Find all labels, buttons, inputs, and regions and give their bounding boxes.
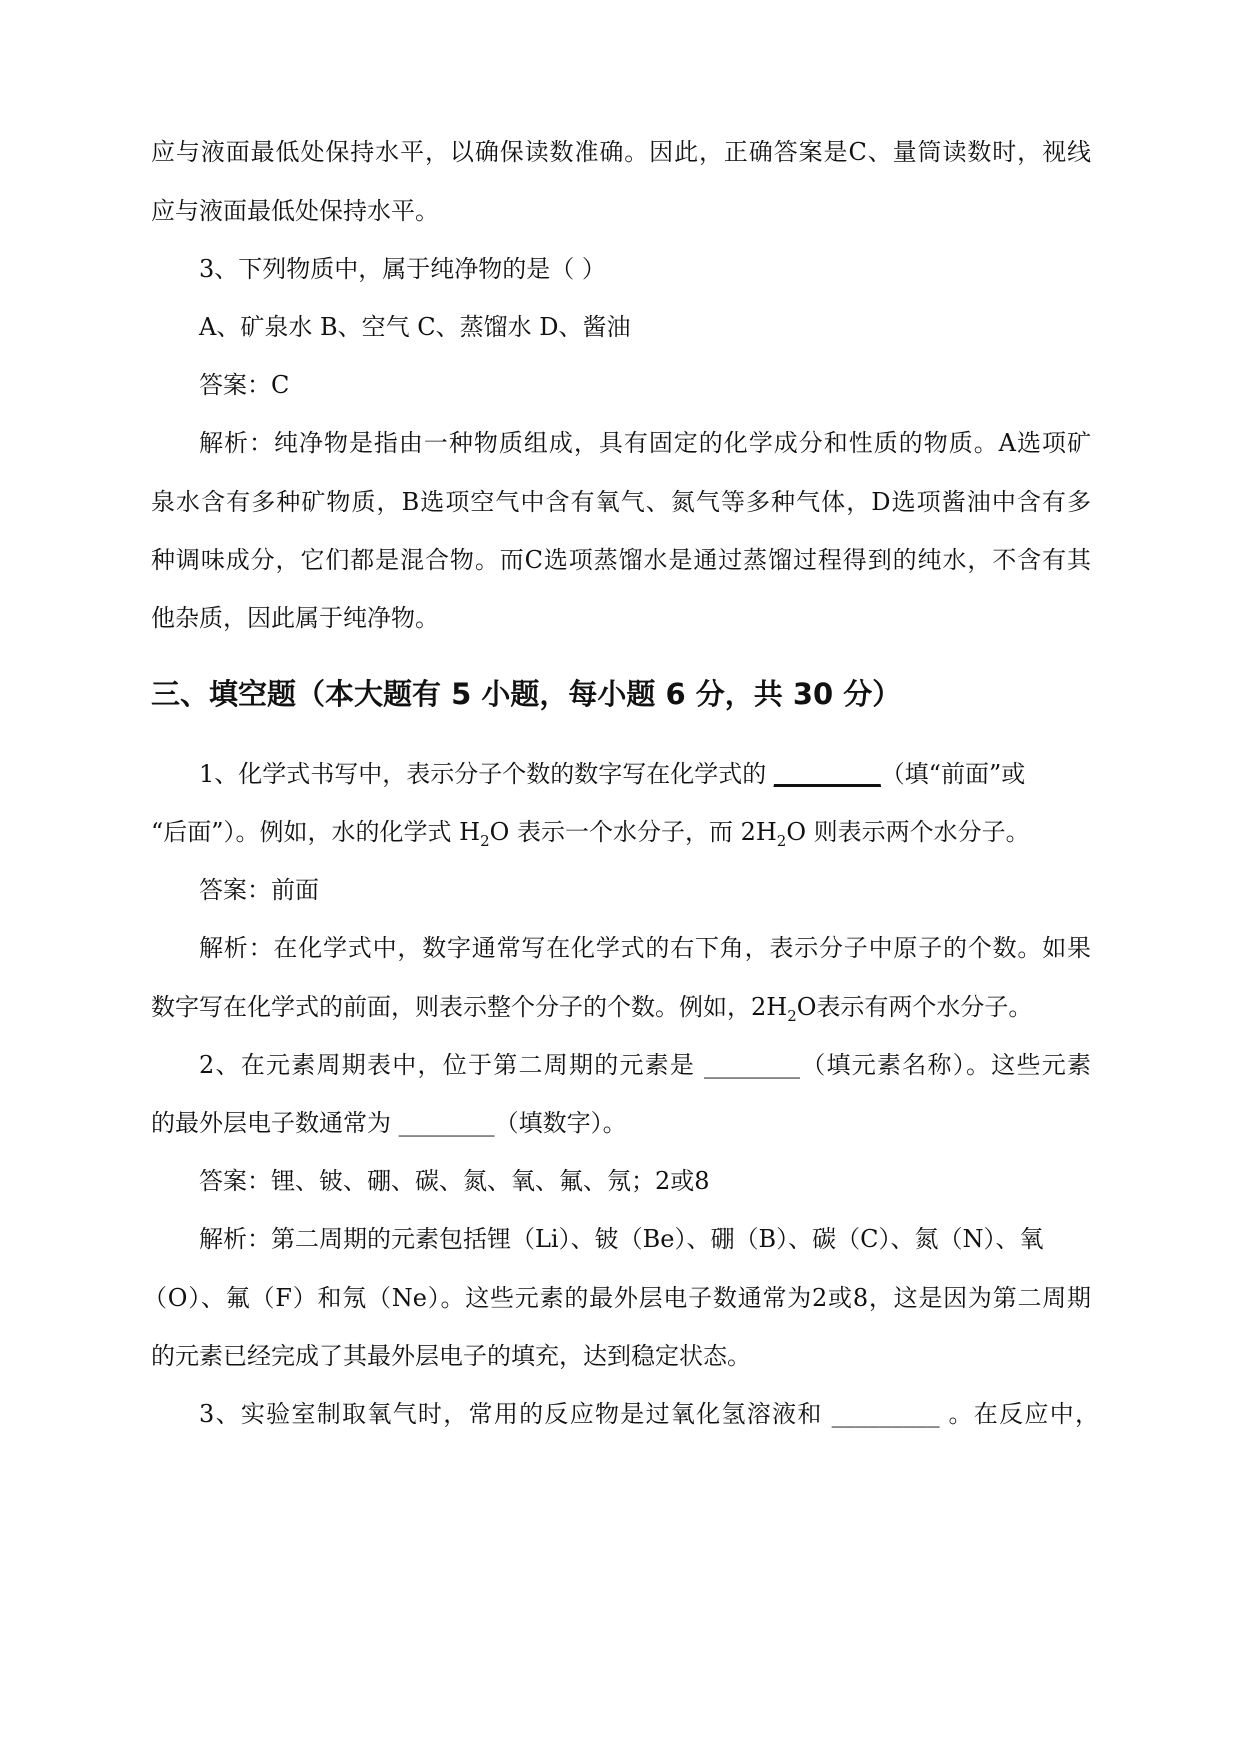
question-3-answer: 答案：C: [199, 371, 290, 399]
fill-2-answer: 答案：锂、铍、硼、碳、氮、氧、氟、氖；2或8: [199, 1167, 710, 1195]
fill-1-text: （填“前面”或: [880, 760, 1026, 788]
fill-1-analysis-text: O表示有两个水分子。: [796, 993, 1033, 1021]
question-3-text: 3、下列物质中，属于纯净物的是（ ）: [199, 255, 606, 283]
paragraph-line: 应与液面最低处保持水平。: [151, 197, 439, 225]
fill-1-text: O 则表示两个水分子。: [786, 818, 1030, 846]
fill-1-text: O 表示一个水分子，而 2H: [489, 818, 777, 846]
subscript: 2: [776, 831, 787, 850]
paragraph-line: 应与液面最低处保持水平，以确保读数准确。因此，正确答案是C、量筒读数时，视线: [151, 138, 1091, 166]
question-3-analysis-line: 他杂质，因此属于纯净物。: [151, 604, 439, 632]
fill-2-analysis-line: 的元素已经完成了其最外层电子的填充，达到稳定状态。: [151, 1342, 751, 1370]
fill-1-analysis-text: 数字写在化学式的前面，则表示整个分子的个数。例如，2H: [151, 993, 788, 1021]
fill-3-question-line: 3、实验室制取氧气时，常用的反应物是过氧化氢溶液和 _________ 。在反应中，: [199, 1400, 1099, 1428]
fill-1-question-line: [151, 816, 1030, 857]
fill-1-analysis-line: [151, 991, 1032, 1032]
fill-1-question-line: [199, 758, 1091, 791]
fill-1-text: 1、化学式书写中，表示分子个数的数字写在化学式的: [199, 760, 774, 788]
question-3-options: A、矿泉水 B、空气 C、蒸馏水 D、酱油: [199, 313, 631, 341]
fill-2-analysis-line: 解析：第二周期的元素包括锂（Li）、铍（Be）、硼（B）、碳（C）、氮（N）、氧: [199, 1225, 1044, 1253]
fill-1-blank: ________: [773, 761, 881, 788]
section-heading: 三、填空题（本大题有 5 小题，每小题 6 分，共 30 分）: [151, 677, 902, 711]
fill-2-question-line: 的最外层电子数通常为 ________（填数字）。: [151, 1109, 627, 1137]
fill-1-analysis-line: 解析：在化学式中，数字通常写在化学式的右下角，表示分子中原子的个数。如果: [199, 934, 1091, 962]
subscript: 2: [480, 831, 490, 850]
question-3-analysis-line: 种调味成分，它们都是混合物。而C选项蒸馏水是通过蒸馏过程得到的纯水，不含有其: [151, 546, 1091, 574]
fill-2-analysis-line: （O）、氟（F）和氖（Ne）。这些元素的最外层电子数通常为2或8，这是因为第二周期: [143, 1284, 1091, 1312]
subscript: 2: [787, 1006, 797, 1025]
fill-1-answer: 答案：前面: [199, 876, 319, 904]
fill-2-question-line: 2、在元素周期表中，位于第二周期的元素是 ________（填元素名称）。这些元素: [199, 1051, 1091, 1079]
question-3-analysis-line: 解析：纯净物是指由一种物质组成，具有固定的化学成分和性质的物质。A选项矿: [199, 429, 1091, 457]
fill-1-text: “后面”）。例如，水的化学式 H: [151, 818, 481, 846]
question-3-analysis-line: 泉水含有多种矿物质，B选项空气中含有氧气、氮气等多种气体，D选项酱油中含有多: [151, 488, 1091, 516]
